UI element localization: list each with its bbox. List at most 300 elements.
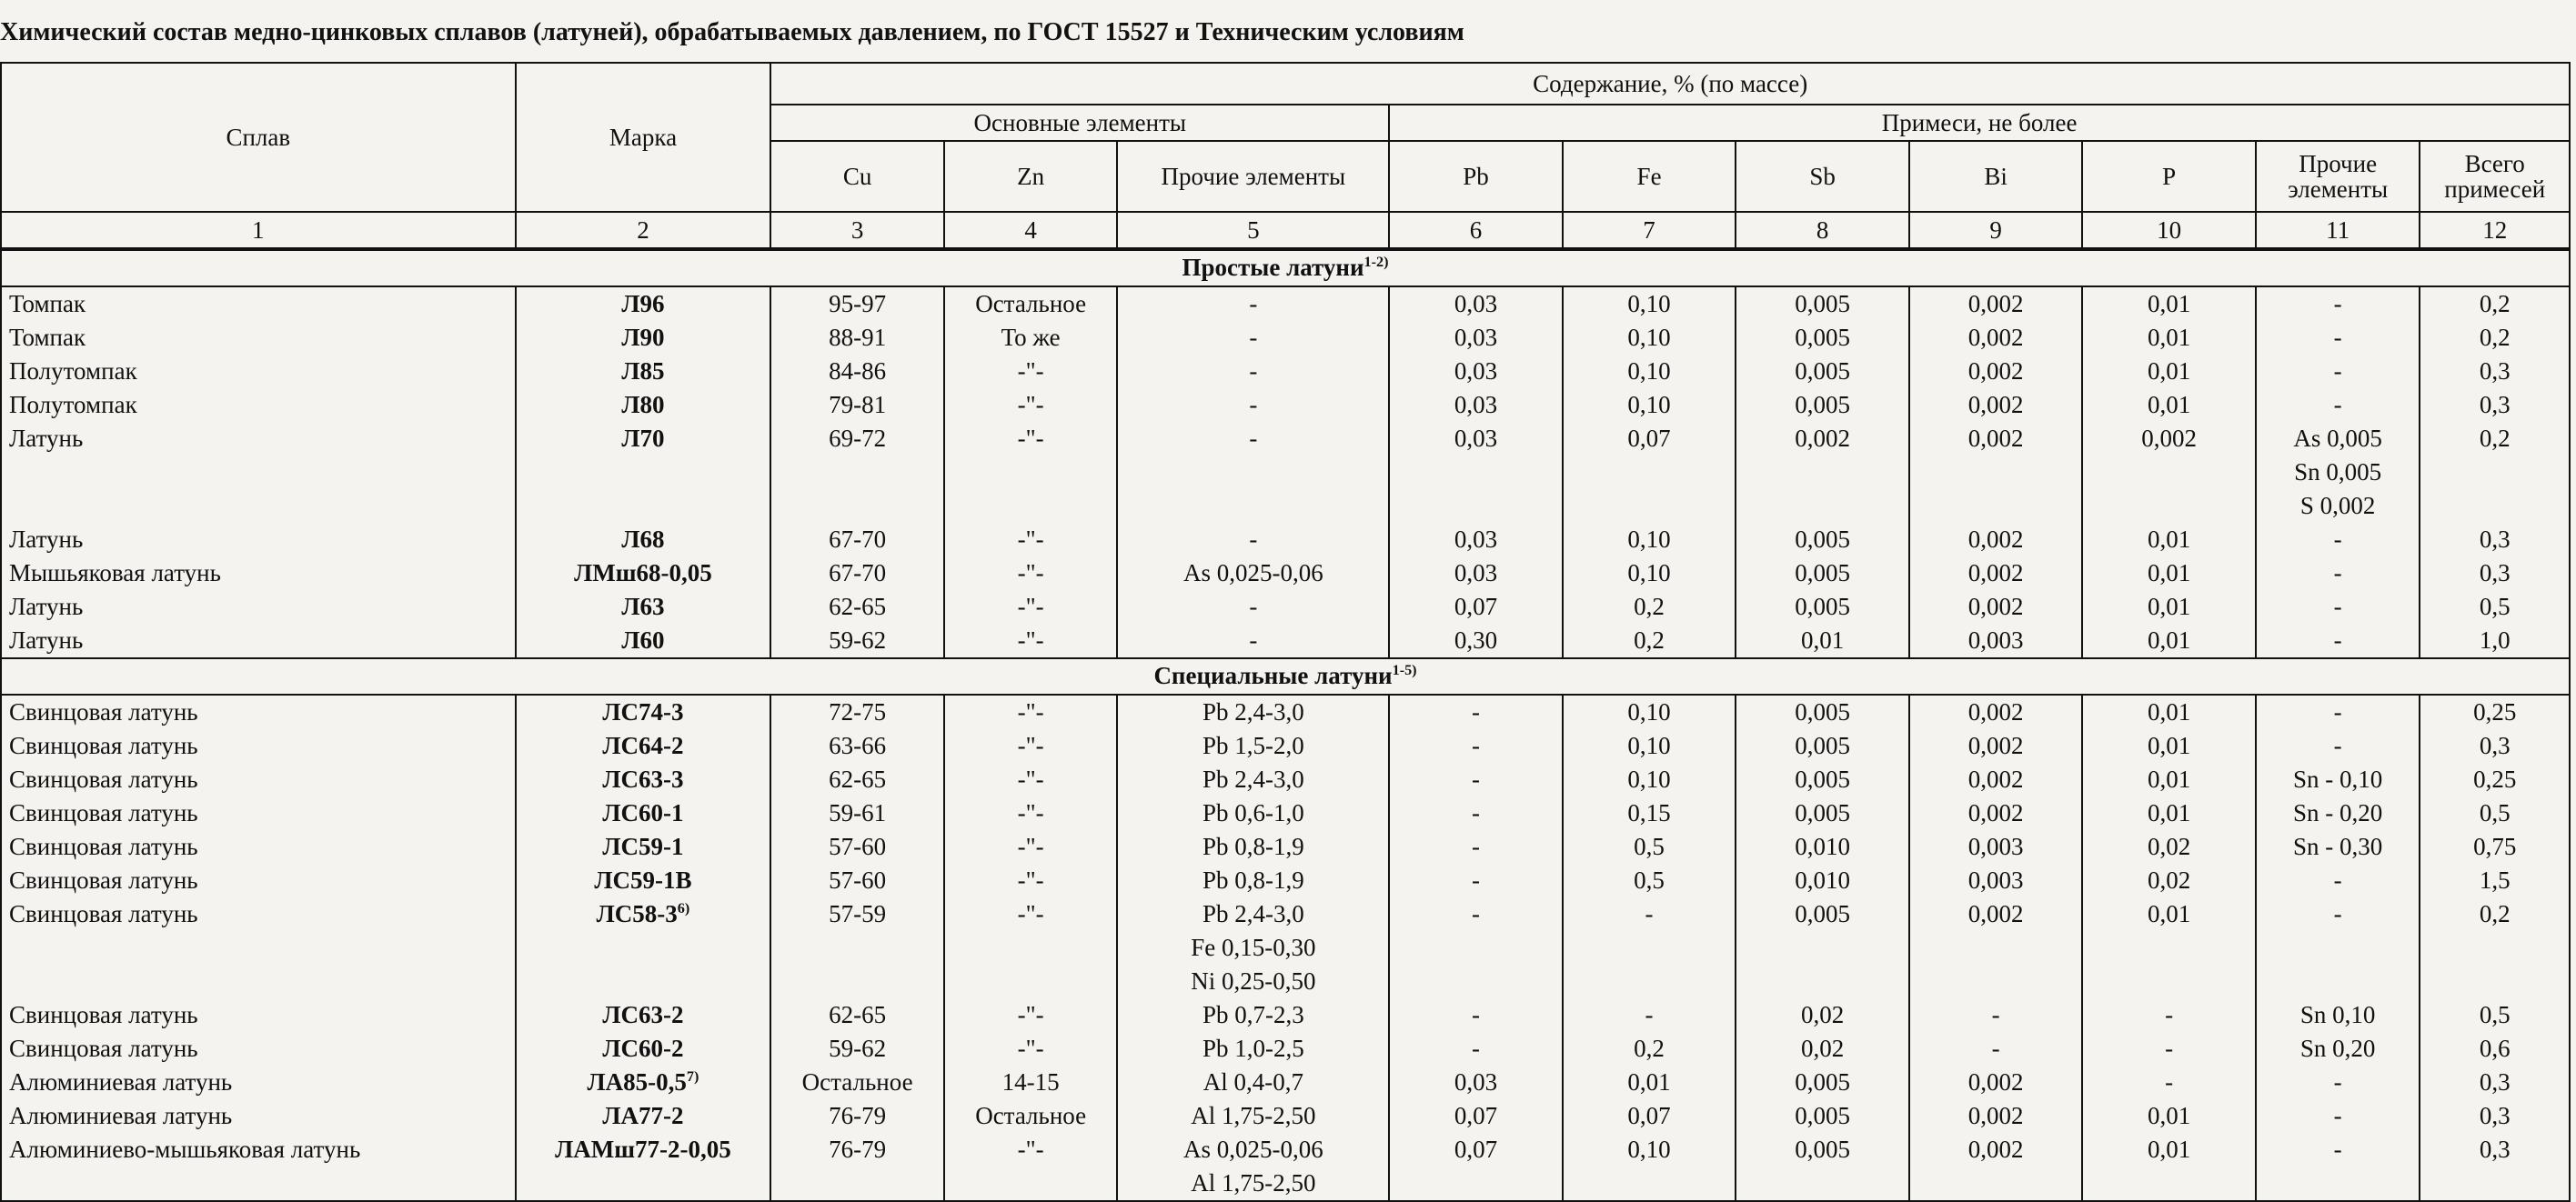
cell-fe xyxy=(1563,931,1736,965)
section-title: Простые латуни xyxy=(1182,254,1364,281)
cell-cu: 95-97 xyxy=(770,286,944,321)
cell-fe: 0,07 xyxy=(1563,1099,1736,1133)
cell-sb: 0,005 xyxy=(1736,695,1909,729)
header-zn: Zn xyxy=(944,141,1118,212)
cell-fe: - xyxy=(1563,998,1736,1032)
header-total-impurities: Всего примесей xyxy=(2420,141,2570,212)
cell-fe: 0,2 xyxy=(1563,624,1736,658)
cell-other-elements: Al 1,75-2,50 xyxy=(1117,1167,1389,1201)
cell-sb: 0,005 xyxy=(1736,388,1909,422)
cell-sb xyxy=(1736,489,1909,523)
cell-zn: -"- xyxy=(944,796,1118,830)
cell-alloy: Томпак xyxy=(1,321,516,355)
cell-alloy xyxy=(1,456,516,489)
cell-sb xyxy=(1736,965,1909,998)
cell-grade: ЛС63-2 xyxy=(516,998,771,1032)
cell-alloy: Алюминиевая латунь xyxy=(1,1099,516,1133)
cell-zn: -"- xyxy=(944,624,1118,658)
cell-cu: 84-86 xyxy=(770,355,944,388)
header-cu: Cu xyxy=(770,141,944,212)
table-row xyxy=(1,1032,2570,1066)
cell-p: 0,01 xyxy=(2082,556,2256,590)
table-row xyxy=(1,729,2570,763)
cell-other-elements: Pb 1,0-2,5 xyxy=(1117,1032,1389,1066)
cell-other-elements xyxy=(1117,456,1389,489)
cell-pb xyxy=(1389,489,1563,523)
cell-bi: - xyxy=(1909,998,2083,1032)
cell-other-elements: Al 0,4-0,7 xyxy=(1117,1066,1389,1099)
cell-total: 0,3 xyxy=(2420,355,2570,388)
cell-other-impurities: - xyxy=(2256,286,2420,321)
cell-p: 0,01 xyxy=(2082,590,2256,624)
cell-pb: - xyxy=(1389,1032,1563,1066)
cell-zn: -"- xyxy=(944,422,1118,456)
table-row xyxy=(1,388,2570,422)
cell-zn: -"- xyxy=(944,1032,1118,1066)
cell-bi: 0,002 xyxy=(1909,695,2083,729)
cell-pb xyxy=(1389,965,1563,998)
cell-grade: ЛС63-3 xyxy=(516,763,771,796)
cell-sb: 0,010 xyxy=(1736,830,1909,864)
cell-p xyxy=(2082,456,2256,489)
cell-other-elements: - xyxy=(1117,590,1389,624)
cell-bi: 0,003 xyxy=(1909,624,2083,658)
table-row xyxy=(1,489,2570,523)
cell-p: 0,01 xyxy=(2082,729,2256,763)
cell-other-impurities: Sn - 0,30 xyxy=(2256,830,2420,864)
cell-bi: 0,002 xyxy=(1909,763,2083,796)
cell-other-elements: Ni 0,25-0,50 xyxy=(1117,965,1389,998)
table-row xyxy=(1,422,2570,456)
header-p: P xyxy=(2082,141,2256,212)
header-other-elements: Прочие элементы xyxy=(1117,141,1389,212)
cell-total: 0,75 xyxy=(2420,830,2570,864)
cell-pb: 0,07 xyxy=(1389,590,1563,624)
cell-alloy: Свинцовая латунь xyxy=(1,830,516,864)
cell-pb: 0,07 xyxy=(1389,1099,1563,1133)
column-number: 2 xyxy=(516,212,771,249)
cell-p: 0,01 xyxy=(2082,1099,2256,1133)
cell-other-impurities: - xyxy=(2256,1099,2420,1133)
cell-other-elements: Pb 0,7-2,3 xyxy=(1117,998,1389,1032)
table-row xyxy=(1,763,2570,796)
cell-cu xyxy=(770,1167,944,1201)
cell-pb xyxy=(1389,931,1563,965)
cell-grade: Л70 xyxy=(516,422,771,456)
header-other-impurities: Прочие элементы xyxy=(2256,141,2420,212)
cell-other-impurities: S 0,002 xyxy=(2256,489,2420,523)
cell-bi: 0,002 xyxy=(1909,321,2083,355)
cell-alloy: Свинцовая латунь xyxy=(1,897,516,931)
alloy-composition-table xyxy=(0,62,2571,1202)
cell-other-elements: Pb 2,4-3,0 xyxy=(1117,897,1389,931)
cell-total xyxy=(2420,931,2570,965)
cell-total: 0,5 xyxy=(2420,590,2570,624)
cell-grade: ЛА77-2 xyxy=(516,1099,771,1133)
cell-fe: 0,07 xyxy=(1563,422,1736,456)
cell-grade: Л85 xyxy=(516,355,771,388)
cell-zn: -"- xyxy=(944,556,1118,590)
cell-bi: 0,002 xyxy=(1909,897,2083,931)
table-row xyxy=(1,1066,2570,1099)
cell-other-impurities: - xyxy=(2256,388,2420,422)
cell-bi: 0,002 xyxy=(1909,556,2083,590)
cell-pb xyxy=(1389,456,1563,489)
cell-zn: Остальное xyxy=(944,1099,1118,1133)
cell-sb: 0,005 xyxy=(1736,1099,1909,1133)
header-impurities: Примеси, не более xyxy=(1389,105,2570,141)
cell-other-impurities: - xyxy=(2256,729,2420,763)
header-sb: Sb xyxy=(1736,141,1909,212)
cell-fe: - xyxy=(1563,897,1736,931)
cell-fe: 0,10 xyxy=(1563,695,1736,729)
column-number: 3 xyxy=(770,212,944,249)
cell-other-impurities: Sn 0,005 xyxy=(2256,456,2420,489)
cell-cu: 67-70 xyxy=(770,556,944,590)
cell-alloy: Свинцовая латунь xyxy=(1,864,516,897)
cell-grade: ЛС64-2 xyxy=(516,729,771,763)
cell-grade: ЛС59-1В xyxy=(516,864,771,897)
table-row xyxy=(1,796,2570,830)
cell-fe: 0,10 xyxy=(1563,355,1736,388)
cell-fe: 0,10 xyxy=(1563,388,1736,422)
cell-other-elements xyxy=(1117,489,1389,523)
table-row xyxy=(1,1133,2570,1167)
cell-bi: 0,002 xyxy=(1909,286,2083,321)
cell-pb: - xyxy=(1389,897,1563,931)
cell-cu: 63-66 xyxy=(770,729,944,763)
cell-sb: 0,005 xyxy=(1736,286,1909,321)
section-note: 1-5) xyxy=(1392,662,1417,678)
cell-pb: - xyxy=(1389,864,1563,897)
cell-cu: 88-91 xyxy=(770,321,944,355)
cell-bi xyxy=(1909,965,2083,998)
cell-cu: 62-65 xyxy=(770,590,944,624)
cell-p: 0,01 xyxy=(2082,388,2256,422)
cell-alloy: Свинцовая латунь xyxy=(1,729,516,763)
cell-pb: - xyxy=(1389,763,1563,796)
cell-fe: 0,15 xyxy=(1563,796,1736,830)
cell-other-impurities: Sn 0,10 xyxy=(2256,998,2420,1032)
cell-zn: -"- xyxy=(944,763,1118,796)
cell-other-elements: Al 1,75-2,50 xyxy=(1117,1099,1389,1133)
cell-grade: Л80 xyxy=(516,388,771,422)
cell-alloy: Томпак xyxy=(1,286,516,321)
cell-other-elements: Fe 0,15-0,30 xyxy=(1117,931,1389,965)
cell-other-elements: - xyxy=(1117,523,1389,556)
table-row xyxy=(1,1099,2570,1133)
cell-other-elements: - xyxy=(1117,286,1389,321)
cell-other-impurities: - xyxy=(2256,897,2420,931)
grade-note: 7) xyxy=(686,1068,699,1085)
cell-p xyxy=(2082,965,2256,998)
cell-pb: 0,03 xyxy=(1389,422,1563,456)
cell-alloy xyxy=(1,965,516,998)
cell-cu: 59-62 xyxy=(770,624,944,658)
cell-pb: - xyxy=(1389,830,1563,864)
header-alloy: Сплав xyxy=(1,63,516,212)
table-row xyxy=(1,556,2570,590)
cell-other-elements: - xyxy=(1117,422,1389,456)
cell-sb: 0,005 xyxy=(1736,897,1909,931)
column-number: 9 xyxy=(1909,212,2083,249)
cell-bi xyxy=(1909,456,2083,489)
table-row xyxy=(1,998,2570,1032)
cell-fe: 0,10 xyxy=(1563,1133,1736,1167)
cell-sb: 0,02 xyxy=(1736,1032,1909,1066)
cell-total: 0,2 xyxy=(2420,422,2570,456)
cell-grade xyxy=(516,489,771,523)
cell-sb: 0,005 xyxy=(1736,1066,1909,1099)
cell-other-elements: Pb 0,8-1,9 xyxy=(1117,830,1389,864)
cell-p xyxy=(2082,931,2256,965)
cell-zn: 14-15 xyxy=(944,1066,1118,1099)
cell-other-elements: As 0,025-0,06 xyxy=(1117,1133,1389,1167)
cell-pb: 0,07 xyxy=(1389,1133,1563,1167)
cell-alloy: Латунь xyxy=(1,590,516,624)
table-row xyxy=(1,590,2570,624)
cell-sb: 0,005 xyxy=(1736,796,1909,830)
cell-bi: 0,003 xyxy=(1909,864,2083,897)
cell-total: 0,3 xyxy=(2420,556,2570,590)
cell-cu: 59-62 xyxy=(770,1032,944,1066)
table-row xyxy=(1,523,2570,556)
cell-p: 0,01 xyxy=(2082,763,2256,796)
column-number: 7 xyxy=(1563,212,1736,249)
cell-fe: 0,10 xyxy=(1563,729,1736,763)
cell-zn xyxy=(944,931,1118,965)
cell-cu: 59-61 xyxy=(770,796,944,830)
cell-total: 1,5 xyxy=(2420,864,2570,897)
cell-cu: 72-75 xyxy=(770,695,944,729)
cell-bi: 0,002 xyxy=(1909,1066,2083,1099)
cell-p: 0,02 xyxy=(2082,830,2256,864)
cell-grade: Л60 xyxy=(516,624,771,658)
cell-cu: 57-59 xyxy=(770,897,944,931)
cell-other-elements: - xyxy=(1117,624,1389,658)
cell-other-elements: - xyxy=(1117,388,1389,422)
cell-bi xyxy=(1909,489,2083,523)
cell-total xyxy=(2420,456,2570,489)
cell-bi: 0,002 xyxy=(1909,1099,2083,1133)
cell-other-impurities: - xyxy=(2256,321,2420,355)
cell-alloy: Латунь xyxy=(1,422,516,456)
cell-fe xyxy=(1563,456,1736,489)
cell-cu: 62-65 xyxy=(770,763,944,796)
table-row xyxy=(1,830,2570,864)
cell-total: 0,5 xyxy=(2420,796,2570,830)
cell-fe: 0,5 xyxy=(1563,864,1736,897)
cell-pb: 0,03 xyxy=(1389,556,1563,590)
cell-total: 0,2 xyxy=(2420,321,2570,355)
cell-fe xyxy=(1563,489,1736,523)
cell-p: 0,01 xyxy=(2082,796,2256,830)
cell-zn: -"- xyxy=(944,998,1118,1032)
cell-total: 0,3 xyxy=(2420,1066,2570,1099)
cell-bi: 0,002 xyxy=(1909,355,2083,388)
column-number: 12 xyxy=(2420,212,2570,249)
cell-sb: 0,002 xyxy=(1736,422,1909,456)
cell-other-impurities: - xyxy=(2256,1066,2420,1099)
cell-bi xyxy=(1909,1167,2083,1201)
table-header xyxy=(1,63,2570,249)
table-row xyxy=(1,456,2570,489)
cell-grade: ЛМш68-0,05 xyxy=(516,556,771,590)
column-numbers-row xyxy=(1,212,2570,249)
cell-cu: 67-70 xyxy=(770,523,944,556)
column-number: 10 xyxy=(2082,212,2256,249)
cell-total: 0,6 xyxy=(2420,1032,2570,1066)
cell-zn xyxy=(944,489,1118,523)
cell-other-impurities xyxy=(2256,965,2420,998)
cell-fe xyxy=(1563,1167,1736,1201)
cell-zn: -"- xyxy=(944,695,1118,729)
cell-cu xyxy=(770,965,944,998)
cell-sb: 0,005 xyxy=(1736,729,1909,763)
cell-bi: 0,002 xyxy=(1909,523,2083,556)
cell-zn xyxy=(944,456,1118,489)
cell-alloy xyxy=(1,931,516,965)
cell-sb: 0,005 xyxy=(1736,763,1909,796)
cell-cu: 69-72 xyxy=(770,422,944,456)
cell-cu: 62-65 xyxy=(770,998,944,1032)
cell-other-impurities: Sn - 0,20 xyxy=(2256,796,2420,830)
header-main-elements: Основные элементы xyxy=(770,105,1389,141)
cell-cu: 76-79 xyxy=(770,1133,944,1167)
cell-cu xyxy=(770,931,944,965)
cell-zn: Остальное xyxy=(944,286,1118,321)
cell-total: 0,3 xyxy=(2420,1099,2570,1133)
table-body xyxy=(1,249,2570,1201)
section-title: Специальные латуни xyxy=(1153,662,1393,689)
cell-zn: -"- xyxy=(944,355,1118,388)
table-row xyxy=(1,897,2570,931)
cell-cu: Остальное xyxy=(770,1066,944,1099)
cell-sb xyxy=(1736,931,1909,965)
header-fe: Fe xyxy=(1563,141,1736,212)
cell-alloy: Латунь xyxy=(1,624,516,658)
column-number: 1 xyxy=(1,212,516,249)
cell-p: - xyxy=(2082,1066,2256,1099)
column-number: 8 xyxy=(1736,212,1909,249)
cell-sb: 0,005 xyxy=(1736,523,1909,556)
table-row xyxy=(1,695,2570,729)
table-row xyxy=(1,286,2570,321)
cell-zn: -"- xyxy=(944,830,1118,864)
cell-cu: 79-81 xyxy=(770,388,944,422)
header-content: Содержание, % (по массе) xyxy=(770,63,2570,105)
cell-sb: 0,005 xyxy=(1736,1133,1909,1167)
cell-grade: ЛС58-3$^{6)}$ xyxy=(516,897,771,931)
cell-zn: -"- xyxy=(944,523,1118,556)
cell-total xyxy=(2420,1167,2570,1201)
cell-other-elements: - xyxy=(1117,355,1389,388)
cell-total: 0,3 xyxy=(2420,523,2570,556)
cell-cu: 76-79 xyxy=(770,1099,944,1133)
cell-pb: 0,03 xyxy=(1389,355,1563,388)
cell-zn: -"- xyxy=(944,590,1118,624)
header-pb: Pb xyxy=(1389,141,1563,212)
cell-fe: 0,10 xyxy=(1563,556,1736,590)
grade-note: 6) xyxy=(677,900,690,917)
cell-grade: ЛАМш77-2-0,05 xyxy=(516,1133,771,1167)
cell-other-impurities xyxy=(2256,931,2420,965)
cell-cu xyxy=(770,456,944,489)
cell-fe: 0,10 xyxy=(1563,321,1736,355)
cell-bi: 0,002 xyxy=(1909,729,2083,763)
cell-p: 0,01 xyxy=(2082,286,2256,321)
cell-sb: 0,01 xyxy=(1736,624,1909,658)
cell-p: 0,002 xyxy=(2082,422,2256,456)
table-row xyxy=(1,355,2570,388)
cell-other-elements: - xyxy=(1117,321,1389,355)
cell-alloy: Свинцовая латунь xyxy=(1,1032,516,1066)
column-number: 5 xyxy=(1117,212,1389,249)
cell-other-impurities: - xyxy=(2256,556,2420,590)
cell-alloy: Мышьяковая латунь xyxy=(1,556,516,590)
cell-total: 0,25 xyxy=(2420,695,2570,729)
cell-pb: - xyxy=(1389,695,1563,729)
table-row xyxy=(1,864,2570,897)
cell-zn: То же xyxy=(944,321,1118,355)
cell-alloy: Латунь xyxy=(1,523,516,556)
cell-p xyxy=(2082,1167,2256,1201)
cell-fe: 0,10 xyxy=(1563,763,1736,796)
cell-fe: 0,5 xyxy=(1563,830,1736,864)
cell-grade xyxy=(516,931,771,965)
cell-fe: 0,2 xyxy=(1563,1032,1736,1066)
cell-other-impurities: - xyxy=(2256,695,2420,729)
cell-zn: -"- xyxy=(944,897,1118,931)
cell-alloy: Полутомпак xyxy=(1,355,516,388)
cell-alloy xyxy=(1,489,516,523)
cell-grade: ЛС60-2 xyxy=(516,1032,771,1066)
cell-total: 0,5 xyxy=(2420,998,2570,1032)
cell-pb: 0,03 xyxy=(1389,286,1563,321)
cell-bi: - xyxy=(1909,1032,2083,1066)
cell-other-impurities xyxy=(2256,1167,2420,1201)
cell-alloy: Свинцовая латунь xyxy=(1,763,516,796)
cell-sb xyxy=(1736,456,1909,489)
cell-p: 0,01 xyxy=(2082,624,2256,658)
cell-alloy: Алюминиево-мышьяковая латунь xyxy=(1,1133,516,1167)
cell-other-impurities: - xyxy=(2256,624,2420,658)
cell-sb xyxy=(1736,1167,1909,1201)
cell-pb: - xyxy=(1389,998,1563,1032)
cell-p: 0,01 xyxy=(2082,355,2256,388)
cell-pb: - xyxy=(1389,729,1563,763)
cell-bi xyxy=(1909,931,2083,965)
cell-zn xyxy=(944,965,1118,998)
cell-alloy: Полутомпак xyxy=(1,388,516,422)
cell-pb: 0,03 xyxy=(1389,523,1563,556)
table-row xyxy=(1,931,2570,965)
cell-other-impurities: As 0,005 xyxy=(2256,422,2420,456)
cell-grade: ЛС60-1 xyxy=(516,796,771,830)
cell-grade: Л68 xyxy=(516,523,771,556)
cell-other-impurities: - xyxy=(2256,523,2420,556)
cell-sb: 0,005 xyxy=(1736,355,1909,388)
cell-cu xyxy=(770,489,944,523)
cell-cu: 57-60 xyxy=(770,864,944,897)
table-row xyxy=(1,1167,2570,1201)
cell-sb: 0,010 xyxy=(1736,864,1909,897)
table-title: Химический состав медно-цинковых сплавов (латуней), обрабатываемых давлением, по ГОСТ 15527 и Техническим условиям xyxy=(0,18,1464,46)
cell-p: 0,01 xyxy=(2082,523,2256,556)
cell-other-impurities: - xyxy=(2256,864,2420,897)
cell-other-elements: Pb 0,8-1,9 xyxy=(1117,864,1389,897)
cell-p xyxy=(2082,489,2256,523)
